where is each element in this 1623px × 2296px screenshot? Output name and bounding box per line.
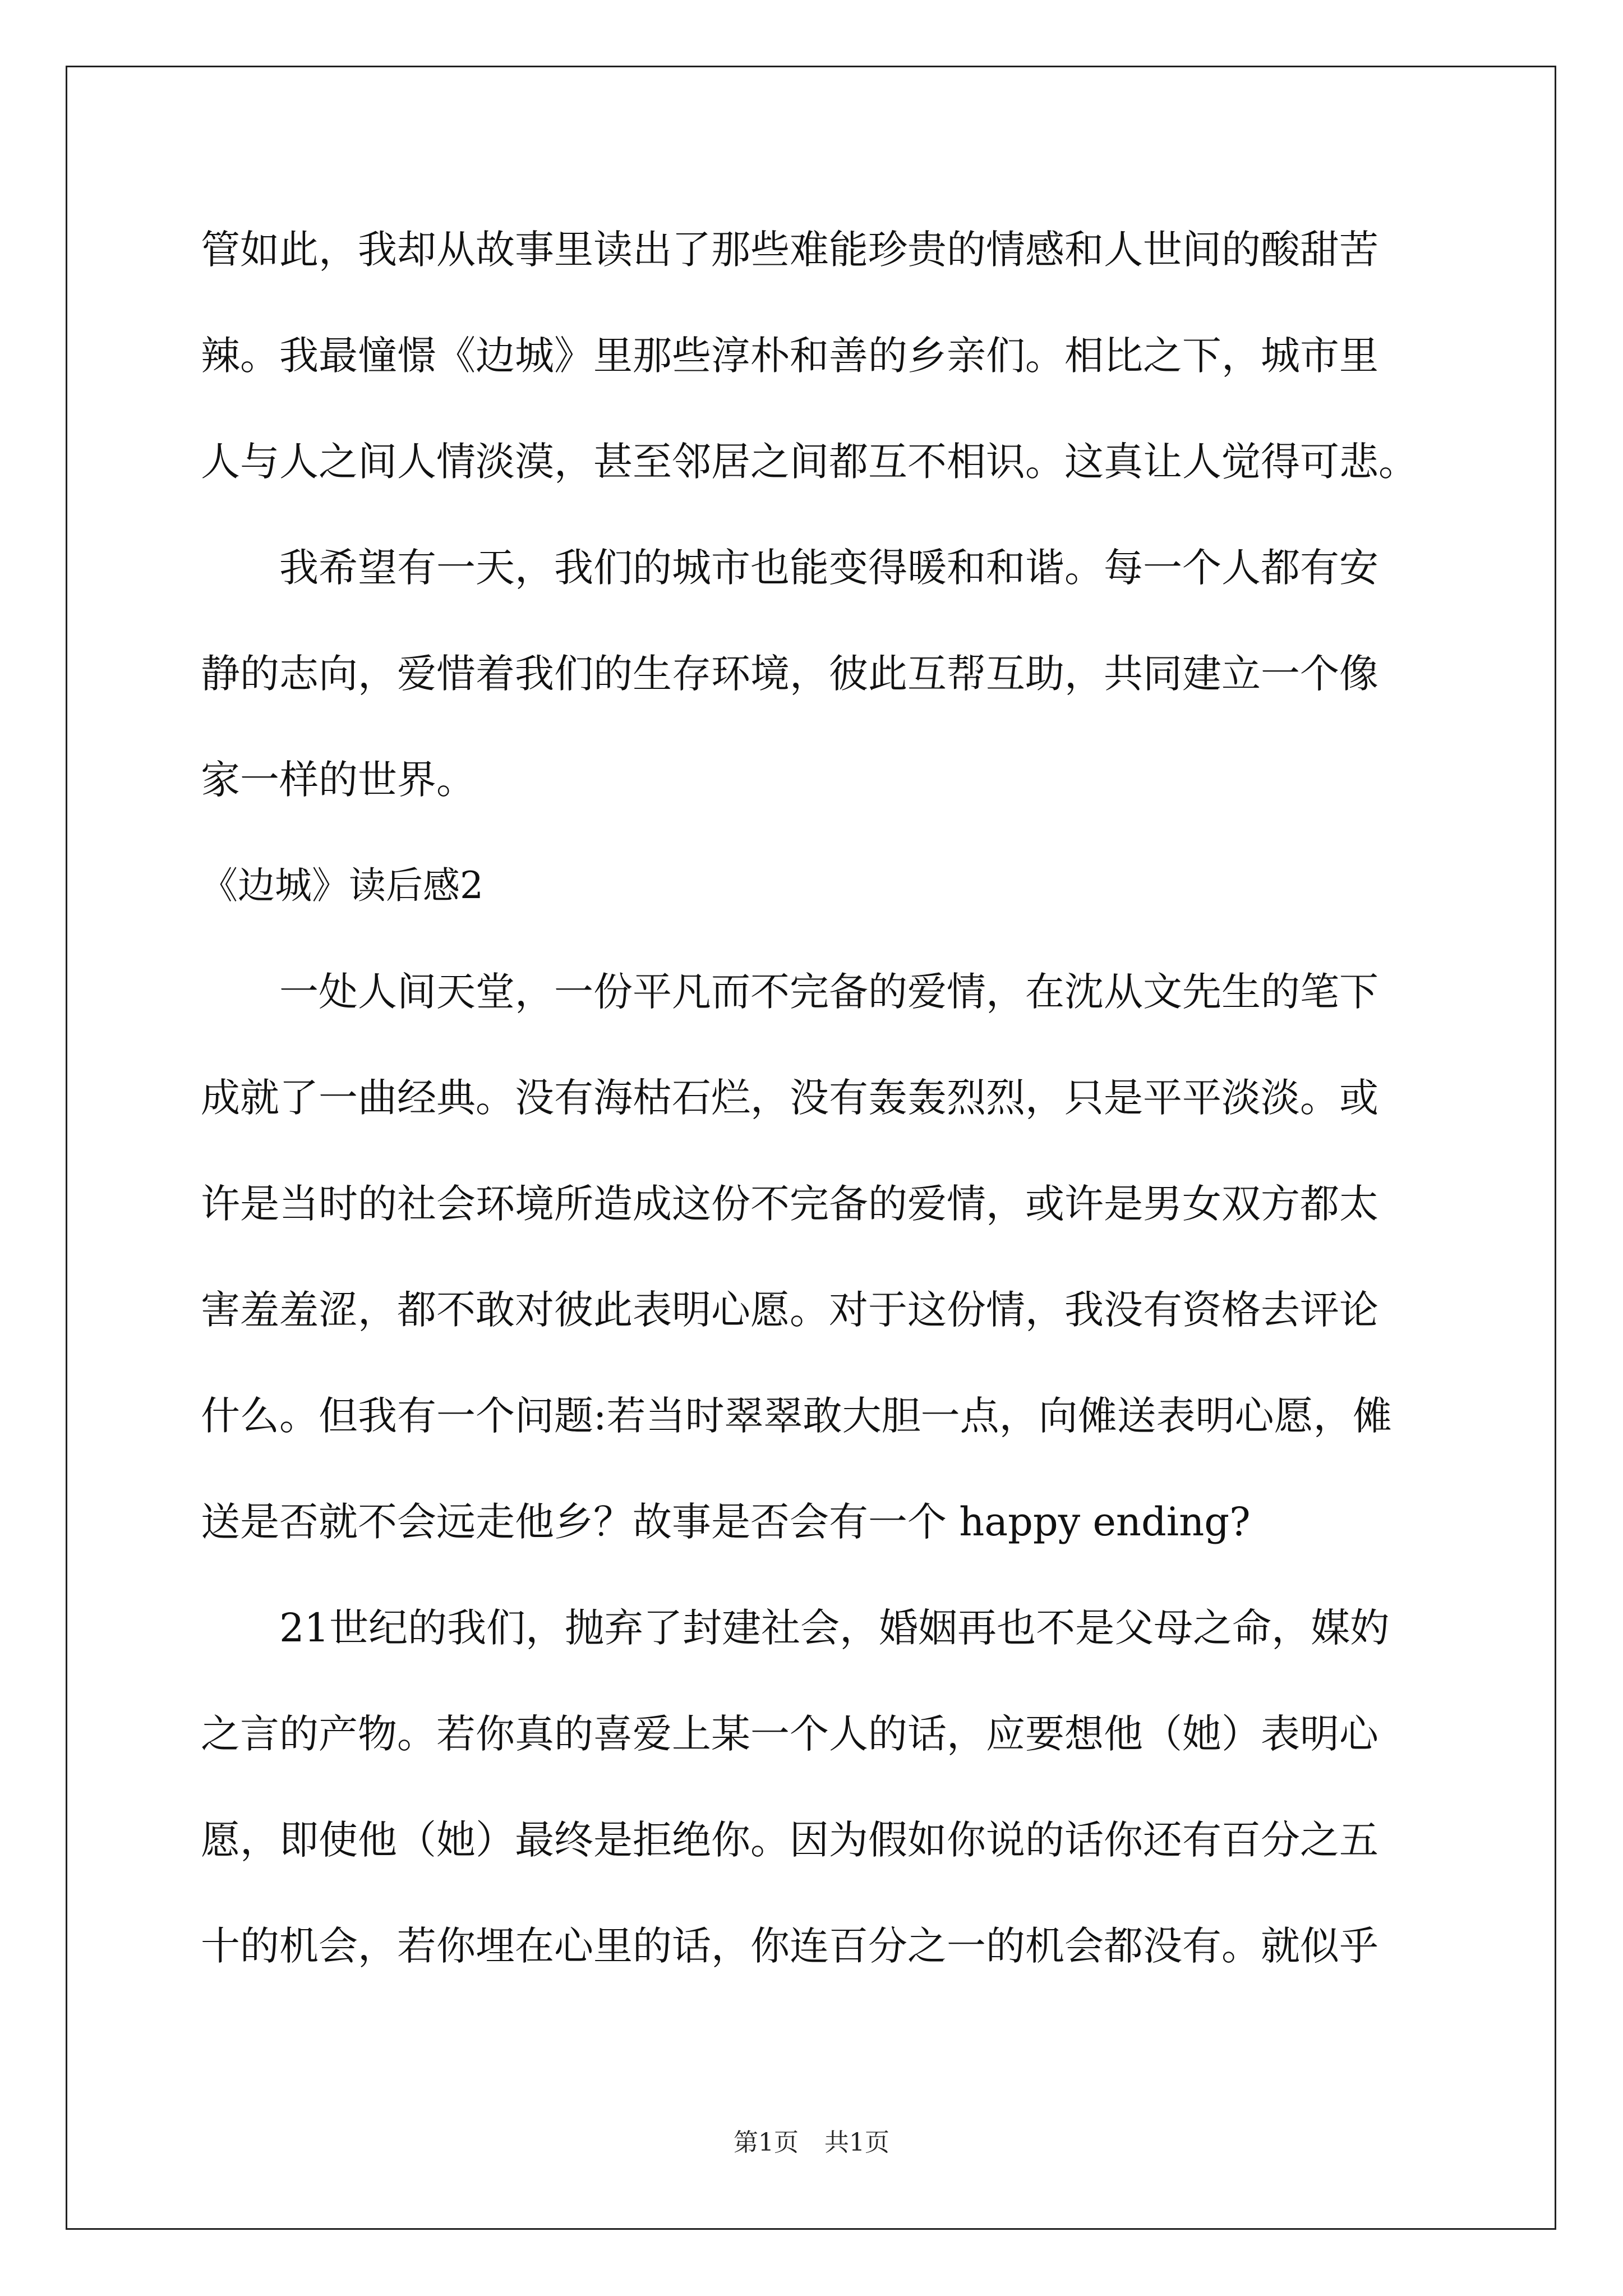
- text-line: 害羞羞涩，都不敢对彼此表明心愿。对于这份情，我没有资格去评论: [201, 1287, 1378, 1333]
- text-line: 静的志向，爱惜着我们的生存环境，彼此互帮互助，共同建立一个像: [201, 651, 1378, 697]
- text-line: 成就了一曲经典。没有海枯石烂，没有轰轰烈烈，只是平平淡淡。或: [201, 1075, 1378, 1121]
- section-heading: 《边城》读后感2: [201, 864, 483, 907]
- text-line: 之言的产物。若你真的喜爱上某一个人的话，应要想他（她）表明心: [201, 1711, 1378, 1757]
- paragraph-start-line: 我希望有一天，我们的城市也能变得暖和和谐。每一个人都有安: [279, 545, 1378, 591]
- text-line: 家一样的世界。: [201, 757, 476, 803]
- text-line: 愿，即使他（她）最终是拒绝你。因为假如你说的话你还有百分之五: [201, 1817, 1378, 1863]
- text-line: 送是否就不会远走他乡？故事是否会有一个 happy ending?: [201, 1499, 1251, 1545]
- page-number: 第1页: [734, 2128, 799, 2157]
- document-body: [201, 208, 1435, 2010]
- text-line: 管如此，我却从故事里读出了那些难能珍贵的情感和人世间的酸甜苦: [201, 227, 1378, 273]
- page-footer: [0, 2126, 1623, 2160]
- total-pages: 共1页: [824, 2128, 889, 2157]
- text-line: 什么。但我有一个问题:若当时翠翠敢大胆一点，向傩送表明心愿，傩: [201, 1393, 1392, 1439]
- paragraph-start-line: 21世纪的我们，抛弃了封建社会，婚姻再也不是父母之命，媒妁: [279, 1605, 1390, 1651]
- text-line: 许是当时的社会环境所造成这份不完备的爱情，或许是男女双方都太: [201, 1181, 1378, 1227]
- paragraph-start-line: 一处人间天堂，一份平凡而不完备的爱情，在沈从文先生的笔下: [279, 969, 1378, 1015]
- text-line: 十的机会，若你埋在心里的话，你连百分之一的机会都没有。就似乎: [201, 1923, 1378, 1969]
- text-line: 人与人之间人情淡漠，甚至邻居之间都互不相识。这真让人觉得可悲。: [201, 439, 1418, 485]
- text-line: 辣。我最憧憬《边城》里那些淳朴和善的乡亲们。相比之下，城市里: [201, 333, 1378, 379]
